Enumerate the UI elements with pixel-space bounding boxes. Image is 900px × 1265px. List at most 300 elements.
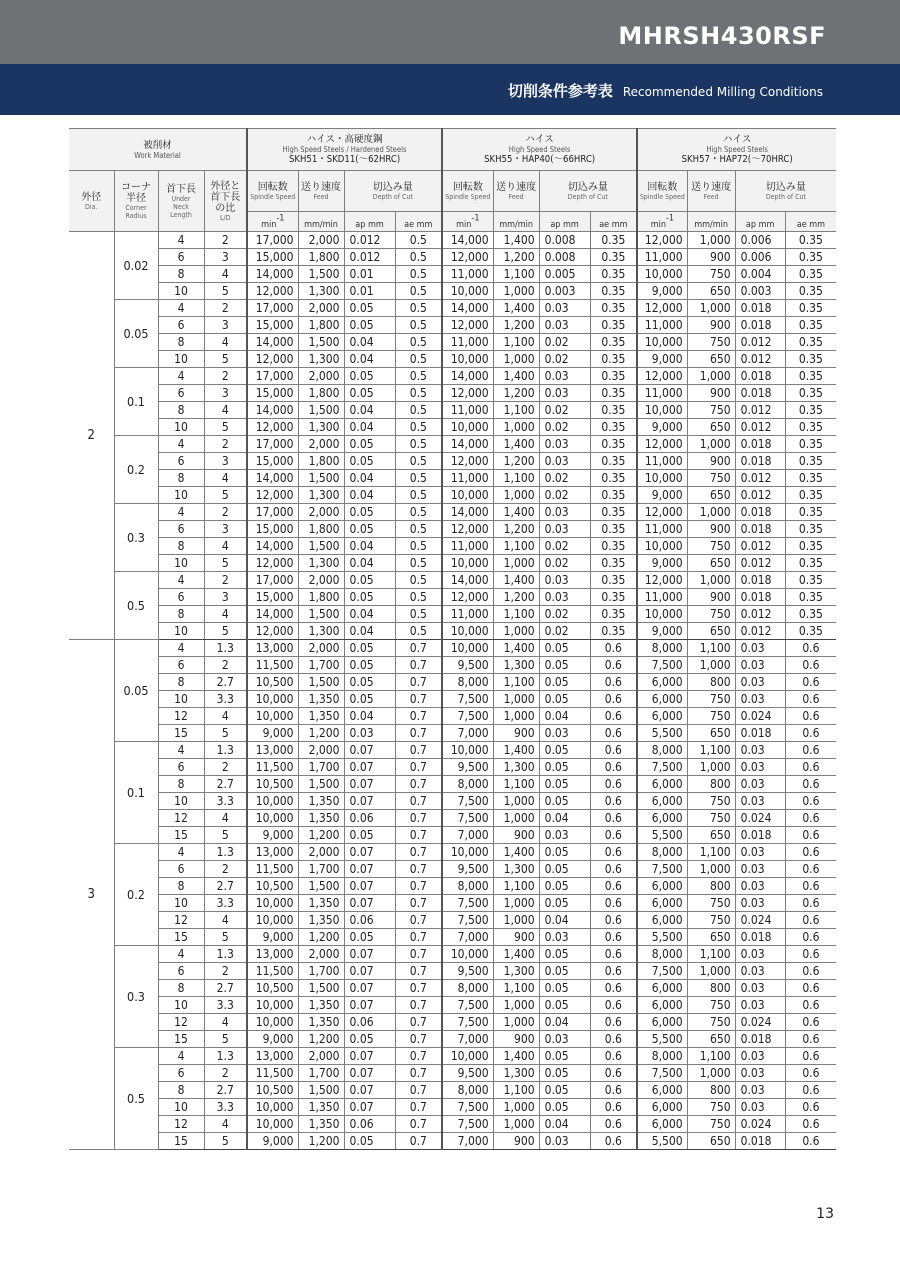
dia-header — [69, 171, 114, 232]
spindle-speed-cell: 9,000 — [247, 725, 298, 742]
spindle-speed-cell: 9,000 — [247, 1133, 298, 1150]
ap-cell: 0.05 — [539, 776, 590, 793]
feed-cell: 750 — [687, 1014, 735, 1031]
spindle-speed-cell: 11,500 — [247, 759, 298, 776]
table-row — [69, 504, 836, 521]
ae-cell: 0.5 — [395, 385, 442, 402]
ap-cell: 0.02 — [539, 487, 590, 504]
ld-ratio-cell: 3 — [204, 317, 247, 334]
ap-cell: 0.03 — [539, 504, 590, 521]
feed-cell: 900 — [493, 1031, 539, 1048]
feed-en: Feed — [313, 192, 329, 201]
table-row — [69, 419, 836, 436]
radius-jp-2: 半径 — [126, 193, 146, 204]
feed-cell: 1,800 — [298, 317, 344, 334]
spindle-speed-cell: 6,000 — [637, 1116, 687, 1133]
feed-cell: 1,000 — [493, 793, 539, 810]
ae-cell: 0.7 — [395, 725, 442, 742]
ap-cell: 0.02 — [539, 419, 590, 436]
feed-cell: 1,500 — [298, 538, 344, 555]
ap-cell: 0.04 — [539, 708, 590, 725]
ae-cell: 0.35 — [785, 232, 836, 249]
ae-cell: 0.6 — [785, 997, 836, 1014]
spindle-speed-cell: 7,500 — [442, 708, 493, 725]
ae-cell: 0.6 — [590, 708, 637, 725]
ap-cell: 0.07 — [344, 1065, 395, 1082]
ae-cell: 0.5 — [395, 453, 442, 470]
spindle-speed-cell: 7,500 — [442, 1099, 493, 1116]
spindle-speed-cell: 9,000 — [247, 929, 298, 946]
ap-cell: 0.05 — [344, 674, 395, 691]
ap-cell: 0.012 — [735, 419, 785, 436]
spindle-speed-cell: 7,500 — [637, 1065, 687, 1082]
ap-cell: 0.018 — [735, 827, 785, 844]
ld-ratio-cell: 3.3 — [204, 1099, 247, 1116]
neck-length-cell: 4 — [158, 232, 204, 249]
spindle-speed-cell: 6,000 — [637, 997, 687, 1014]
spindle-speed-cell: 10,000 — [247, 1014, 298, 1031]
ap-cell: 0.003 — [735, 283, 785, 300]
spindle-speed-cell: 14,000 — [247, 266, 298, 283]
radius-jp-1: コーナ — [121, 182, 151, 193]
neck-length-cell: 8 — [158, 266, 204, 283]
ap-cell: 0.03 — [735, 1082, 785, 1099]
feed-cell: 900 — [493, 929, 539, 946]
unit-speed-sup: -1 — [665, 213, 675, 224]
table-row — [69, 572, 836, 589]
ap-cell: 0.03 — [735, 657, 785, 674]
ae-cell: 0.35 — [785, 266, 836, 283]
ap-cell: 0.03 — [539, 827, 590, 844]
ap-cell: 0.03 — [735, 691, 785, 708]
ae-cell: 0.35 — [590, 589, 637, 606]
ae-cell: 0.6 — [590, 1031, 637, 1048]
spindle-speed-cell: 9,000 — [637, 487, 687, 504]
neck-length-cell: 10 — [158, 487, 204, 504]
spindle-speed-cell: 5,500 — [637, 1031, 687, 1048]
ae-cell: 0.35 — [785, 385, 836, 402]
feed-cell: 1,700 — [298, 1065, 344, 1082]
spindle-speed-cell: 10,500 — [247, 674, 298, 691]
ap-cell: 0.04 — [344, 538, 395, 555]
ap-cell: 0.05 — [344, 691, 395, 708]
ap-cell: 0.07 — [344, 878, 395, 895]
feed-cell: 650 — [687, 929, 735, 946]
ap-cell: 0.04 — [344, 487, 395, 504]
feed-cell: 2,000 — [298, 504, 344, 521]
neck-en-1: Under — [171, 194, 191, 203]
ap-cell: 0.05 — [539, 878, 590, 895]
speed-header-3 — [637, 171, 687, 212]
spindle-speed-cell: 6,000 — [637, 776, 687, 793]
ld-ratio-cell: 5 — [204, 419, 247, 436]
ap-cell: 0.03 — [735, 1048, 785, 1065]
ae-cell: 0.35 — [590, 555, 637, 572]
ae-cell: 0.7 — [395, 1082, 442, 1099]
feed-cell: 900 — [687, 385, 735, 402]
neck-length-cell: 10 — [158, 283, 204, 300]
neck-length-cell: 8 — [158, 776, 204, 793]
ae-cell: 0.35 — [590, 521, 637, 538]
spindle-speed-cell: 7,000 — [442, 1133, 493, 1150]
feed-cell: 750 — [687, 708, 735, 725]
feed-header-2 — [493, 171, 539, 212]
spindle-speed-cell: 12,000 — [637, 368, 687, 385]
table-row — [69, 1031, 836, 1048]
ap-cell: 0.03 — [735, 793, 785, 810]
ld-ratio-cell: 2.7 — [204, 980, 247, 997]
ae-cell: 0.7 — [395, 708, 442, 725]
spindle-speed-cell: 6,000 — [637, 691, 687, 708]
speed-header-1 — [247, 171, 298, 212]
ae-cell: 0.35 — [590, 436, 637, 453]
feed-cell: 1,100 — [687, 946, 735, 963]
feed-cell: 1,000 — [493, 708, 539, 725]
ap-cell: 0.02 — [539, 351, 590, 368]
ae-cell: 0.6 — [590, 1065, 637, 1082]
top-banner — [0, 0, 900, 64]
feed-cell: 1,200 — [493, 385, 539, 402]
spindle-speed-cell: 9,000 — [637, 555, 687, 572]
feed-cell: 1,000 — [493, 895, 539, 912]
neck-length-cell: 10 — [158, 1099, 204, 1116]
feed-cell: 1,300 — [298, 419, 344, 436]
ae-cell: 0.7 — [395, 640, 442, 657]
feed-cell: 1,500 — [298, 402, 344, 419]
table-row — [69, 980, 836, 997]
neck-length-cell: 6 — [158, 453, 204, 470]
ld-ratio-cell: 5 — [204, 487, 247, 504]
ae-cell: 0.6 — [785, 861, 836, 878]
ae-cell: 0.5 — [395, 402, 442, 419]
spindle-speed-cell: 12,000 — [247, 419, 298, 436]
ap-cell: 0.05 — [344, 368, 395, 385]
ld-ratio-cell: 2.7 — [204, 878, 247, 895]
neck-length-cell: 6 — [158, 385, 204, 402]
ae-cell: 0.6 — [785, 912, 836, 929]
spindle-speed-cell: 11,500 — [247, 963, 298, 980]
feed-cell: 1,700 — [298, 759, 344, 776]
ap-cell: 0.02 — [539, 334, 590, 351]
feed-cell: 800 — [687, 1082, 735, 1099]
spindle-speed-cell: 10,000 — [247, 912, 298, 929]
ap-cell: 0.04 — [539, 810, 590, 827]
ap-cell: 0.04 — [344, 606, 395, 623]
group-3-grade: SKH57・HAP72(〜70HRC) — [681, 154, 793, 165]
neck-length-cell: 8 — [158, 1082, 204, 1099]
feed-cell: 1,000 — [687, 963, 735, 980]
ap-cell: 0.012 — [344, 249, 395, 266]
spindle-speed-cell: 12,000 — [637, 436, 687, 453]
feed-cell: 1,700 — [298, 657, 344, 674]
ae-cell: 0.35 — [785, 521, 836, 538]
spindle-speed-cell: 11,000 — [442, 334, 493, 351]
table-row — [69, 657, 836, 674]
spindle-speed-cell: 12,000 — [247, 351, 298, 368]
ap-cell: 0.07 — [344, 1082, 395, 1099]
ap-cell: 0.02 — [539, 555, 590, 572]
group-2-jp: ハイス — [525, 134, 554, 145]
spindle-speed-cell: 6,000 — [637, 1099, 687, 1116]
ae-cell: 0.5 — [395, 538, 442, 555]
ae-cell: 0.35 — [590, 385, 637, 402]
unit-ap — [344, 212, 395, 232]
ap-cell: 0.04 — [344, 623, 395, 640]
ap-cell: 0.07 — [344, 946, 395, 963]
ae-cell: 0.6 — [590, 1116, 637, 1133]
ae-cell: 0.35 — [590, 300, 637, 317]
ld-ratio-cell: 3.3 — [204, 997, 247, 1014]
ap-cell: 0.03 — [539, 1133, 590, 1150]
ap-cell: 0.03 — [344, 725, 395, 742]
feed-cell: 1,300 — [298, 623, 344, 640]
ae-cell: 0.6 — [590, 895, 637, 912]
table-row — [69, 1116, 836, 1133]
spindle-speed-cell: 7,500 — [442, 895, 493, 912]
depth-jp: 切込み量 — [567, 181, 608, 193]
ae-cell: 0.7 — [395, 929, 442, 946]
spindle-speed-cell: 15,000 — [247, 453, 298, 470]
ae-cell: 0.6 — [785, 946, 836, 963]
neck-length-header — [158, 171, 204, 232]
feed-cell: 900 — [687, 453, 735, 470]
neck-length-cell: 8 — [158, 334, 204, 351]
spindle-speed-cell: 12,000 — [637, 300, 687, 317]
ae-cell: 0.5 — [395, 521, 442, 538]
spindle-speed-cell: 13,000 — [247, 640, 298, 657]
neck-length-cell: 6 — [158, 963, 204, 980]
table-row — [69, 691, 836, 708]
spindle-speed-cell: 11,000 — [637, 249, 687, 266]
feed-cell: 1,200 — [298, 1133, 344, 1150]
ap-cell: 0.07 — [344, 759, 395, 776]
ld-en: L/D — [220, 213, 231, 222]
milling-conditions-table — [69, 128, 836, 1150]
spindle-speed-cell: 10,000 — [442, 742, 493, 759]
ap-cell: 0.04 — [539, 1116, 590, 1133]
ap-cell: 0.018 — [735, 521, 785, 538]
ld-ratio-cell: 2.7 — [204, 1082, 247, 1099]
ap-cell: 0.01 — [344, 283, 395, 300]
ae-cell: 0.7 — [395, 1014, 442, 1031]
corner-radius-cell: 0.2 — [114, 436, 158, 504]
ap-cell: 0.05 — [344, 385, 395, 402]
ap-cell: 0.04 — [539, 1014, 590, 1031]
spindle-speed-cell: 6,000 — [637, 674, 687, 691]
ae-cell: 0.35 — [785, 589, 836, 606]
feed-cell: 1,200 — [493, 249, 539, 266]
feed-cell: 750 — [687, 997, 735, 1014]
ae-cell: 0.6 — [785, 1082, 836, 1099]
ld-ratio-cell: 5 — [204, 1031, 247, 1048]
feed-cell: 1,400 — [493, 640, 539, 657]
neck-length-cell: 6 — [158, 589, 204, 606]
table-row — [69, 589, 836, 606]
ap-cell: 0.05 — [539, 1099, 590, 1116]
diameter-cell: 2 — [69, 232, 114, 640]
neck-length-cell: 8 — [158, 980, 204, 997]
feed-cell: 1,400 — [493, 300, 539, 317]
feed-cell: 1,200 — [298, 1031, 344, 1048]
feed-cell: 650 — [687, 419, 735, 436]
corner-radius-cell: 0.05 — [114, 300, 158, 368]
ld-ratio-cell: 4 — [204, 334, 247, 351]
feed-cell: 2,000 — [298, 300, 344, 317]
spindle-speed-cell: 15,000 — [247, 589, 298, 606]
ae-cell: 0.6 — [785, 827, 836, 844]
spindle-speed-cell: 11,000 — [637, 521, 687, 538]
ae-cell: 0.7 — [395, 657, 442, 674]
ap-cell: 0.03 — [539, 385, 590, 402]
spindle-speed-cell: 10,000 — [247, 997, 298, 1014]
ap-cell: 0.05 — [344, 436, 395, 453]
ae-cell: 0.6 — [785, 895, 836, 912]
feed-cell: 800 — [687, 980, 735, 997]
ap-cell: 0.018 — [735, 1133, 785, 1150]
conditions-body — [69, 232, 836, 1150]
unit-ap-text: ap mm — [355, 220, 384, 230]
ld-ratio-cell: 2 — [204, 504, 247, 521]
spindle-speed-cell: 10,000 — [442, 555, 493, 572]
unit-ae — [785, 212, 836, 232]
neck-length-cell: 4 — [158, 572, 204, 589]
table-row — [69, 725, 836, 742]
ap-cell: 0.07 — [344, 844, 395, 861]
ap-cell: 0.012 — [735, 623, 785, 640]
neck-length-cell: 6 — [158, 249, 204, 266]
ae-cell: 0.7 — [395, 810, 442, 827]
ae-cell: 0.35 — [590, 419, 637, 436]
spindle-speed-cell: 7,500 — [442, 793, 493, 810]
ap-cell: 0.03 — [735, 895, 785, 912]
spindle-speed-cell: 9,000 — [637, 623, 687, 640]
ap-cell: 0.008 — [539, 249, 590, 266]
ap-cell: 0.05 — [344, 657, 395, 674]
spindle-speed-cell: 10,000 — [442, 844, 493, 861]
spindle-speed-cell: 6,000 — [637, 1014, 687, 1031]
ae-cell: 0.7 — [395, 793, 442, 810]
spindle-speed-cell: 8,000 — [637, 640, 687, 657]
table-row — [69, 266, 836, 283]
ap-cell: 0.07 — [344, 861, 395, 878]
dia-jp: 外径 — [81, 191, 102, 203]
spindle-speed-cell: 15,000 — [247, 521, 298, 538]
speed-en: Spindle Speed — [639, 192, 685, 201]
unit-feed — [493, 212, 539, 232]
ae-cell: 0.7 — [395, 776, 442, 793]
ae-cell: 0.7 — [395, 963, 442, 980]
table-row — [69, 436, 836, 453]
ae-cell: 0.35 — [590, 402, 637, 419]
unit-ap-text: ap mm — [745, 220, 775, 230]
ae-cell: 0.35 — [785, 334, 836, 351]
feed-cell: 1,200 — [493, 521, 539, 538]
speed-header-2 — [442, 171, 493, 212]
ae-cell: 0.7 — [395, 1133, 442, 1150]
ae-cell: 0.35 — [785, 504, 836, 521]
unit-ap — [735, 212, 785, 232]
feed-cell: 1,000 — [493, 487, 539, 504]
neck-length-cell: 8 — [158, 606, 204, 623]
ae-cell: 0.7 — [395, 1065, 442, 1082]
feed-cell: 650 — [687, 555, 735, 572]
ae-cell: 0.6 — [590, 963, 637, 980]
ae-cell: 0.5 — [395, 266, 442, 283]
feed-cell: 1,100 — [687, 640, 735, 657]
radius-header — [114, 171, 158, 232]
feed-cell: 1,800 — [298, 385, 344, 402]
ap-cell: 0.05 — [539, 1082, 590, 1099]
ap-cell: 0.03 — [735, 980, 785, 997]
spindle-speed-cell: 9,000 — [247, 1031, 298, 1048]
depth-jp: 切込み量 — [765, 181, 806, 193]
corner-radius-cell: 0.05 — [114, 640, 158, 742]
ap-cell: 0.018 — [735, 1031, 785, 1048]
ap-cell: 0.05 — [344, 589, 395, 606]
ld-ratio-cell: 4 — [204, 708, 247, 725]
spindle-speed-cell: 12,000 — [247, 555, 298, 572]
ap-cell: 0.05 — [344, 521, 395, 538]
feed-cell: 750 — [687, 1099, 735, 1116]
neck-length-cell: 15 — [158, 929, 204, 946]
ld-ratio-cell: 1.3 — [204, 640, 247, 657]
ae-cell: 0.5 — [395, 232, 442, 249]
feed-cell: 900 — [493, 1133, 539, 1150]
feed-cell: 1,800 — [298, 249, 344, 266]
spindle-speed-cell: 8,000 — [637, 946, 687, 963]
neck-length-cell: 8 — [158, 878, 204, 895]
ld-jp-1: 外径と — [210, 180, 241, 192]
ld-ratio-cell: 3 — [204, 249, 247, 266]
table-row — [69, 742, 836, 759]
spindle-speed-cell: 9,500 — [442, 759, 493, 776]
spindle-speed-cell: 10,000 — [247, 810, 298, 827]
feed-cell: 1,000 — [687, 232, 735, 249]
ap-cell: 0.018 — [735, 436, 785, 453]
ap-cell: 0.018 — [735, 504, 785, 521]
ae-cell: 0.7 — [395, 895, 442, 912]
spindle-speed-cell: 10,000 — [637, 470, 687, 487]
spindle-speed-cell: 10,000 — [247, 895, 298, 912]
feed-cell: 1,500 — [298, 776, 344, 793]
feed-jp: 送り速度 — [691, 181, 732, 193]
unit-feed-text: mm/min — [304, 220, 338, 230]
ap-cell: 0.018 — [735, 572, 785, 589]
ae-cell: 0.6 — [590, 640, 637, 657]
feed-cell: 2,000 — [298, 572, 344, 589]
feed-cell: 1,400 — [493, 572, 539, 589]
ap-cell: 0.03 — [539, 317, 590, 334]
ld-ratio-cell: 4 — [204, 606, 247, 623]
ap-cell: 0.05 — [539, 1048, 590, 1065]
ld-ratio-cell: 4 — [204, 470, 247, 487]
ld-ratio-cell: 5 — [204, 623, 247, 640]
spindle-speed-cell: 8,000 — [637, 1048, 687, 1065]
spindle-speed-cell: 5,500 — [637, 725, 687, 742]
feed-cell: 1,000 — [493, 810, 539, 827]
depth-header-2 — [539, 171, 637, 212]
spindle-speed-cell: 9,500 — [442, 861, 493, 878]
speed-en: Spindle Speed — [445, 192, 491, 201]
ap-cell: 0.05 — [539, 946, 590, 963]
spindle-speed-cell: 9,000 — [637, 283, 687, 300]
depth-en: Depth of Cut — [567, 192, 608, 201]
ae-cell: 0.5 — [395, 436, 442, 453]
spindle-speed-cell: 10,000 — [442, 1048, 493, 1065]
feed-cell: 1,100 — [493, 878, 539, 895]
neck-length-cell: 10 — [158, 351, 204, 368]
feed-cell: 750 — [687, 334, 735, 351]
